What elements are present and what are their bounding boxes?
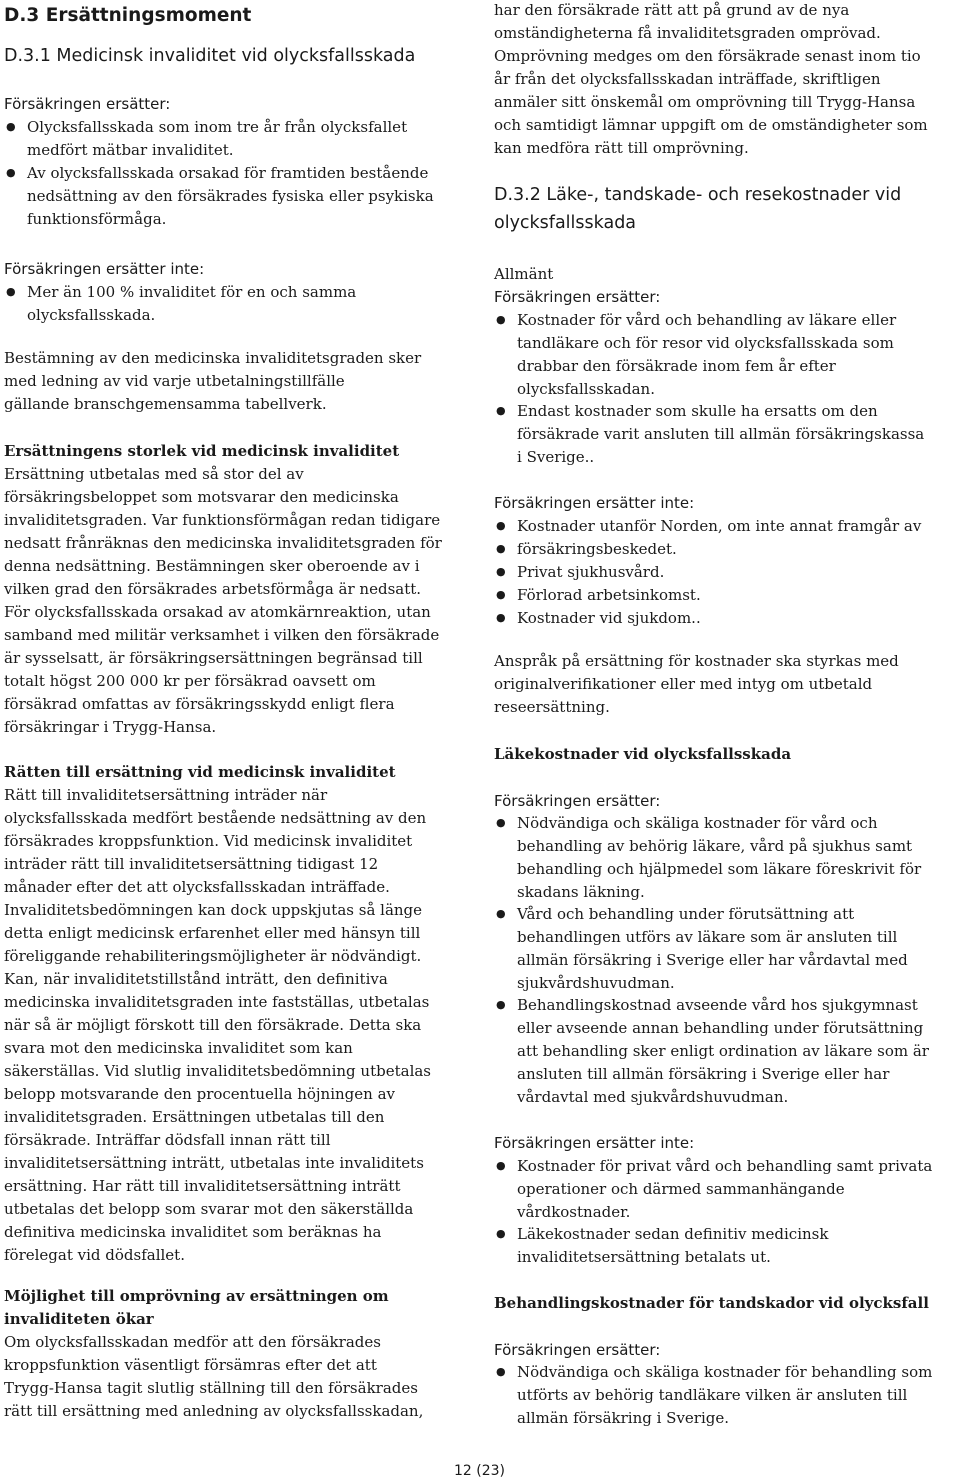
paragraph-line: invaliditetsgraden. Var funktionsförmågan redan tidigare [4, 511, 441, 529]
bullet-text-line: nedsättning av den försäkrades fysiska eller psykiska [27, 187, 434, 205]
paragraph-line: månader efter det att olycksfallsskadan inträffade. [4, 878, 390, 896]
bullet-dot-icon: ● [496, 1365, 506, 1378]
paragraph-line: gällande branschgemensamma tabellverk. [4, 395, 327, 413]
paragraph-line: inträder rätt till invaliditetsersättning tidigast 12 [4, 855, 379, 873]
bullet-text-line: skadans läkning. [517, 883, 645, 901]
paragraph-line: Ersättning utbetalas med så stor del av [4, 465, 304, 483]
bullet-text-line: funktionsförmåga. [27, 210, 167, 228]
heading-line: D.3.2 Läke-, tandskade- och resekostnader vid [494, 185, 902, 205]
paragraph-line: föreliggande rehabiliteringsmöjligheter är nödvändigt. [4, 947, 422, 965]
paragraph-line: år från det olycksfallsskadan inträffade, skriftligen [494, 70, 881, 88]
paragraph-line: utbetalas det belopp som svarar mot den säkerställda [4, 1200, 414, 1218]
bullet-text-line: allmän försäkring i Sverige eller har vårdavtal med [517, 951, 908, 969]
bullet-dot-icon: ● [6, 120, 16, 133]
paragraph-line: Om olycksfallsskadan medför att den försäkrades [4, 1333, 381, 1351]
paragraph-line: belopp motsvarande den procentuella höjningen av [4, 1085, 396, 1103]
paragraph-line: svara mot den medicinska invaliditet som kan [4, 1039, 353, 1057]
paragraph-line: denna nedsättning. Bestämningen sker oberoende av i [4, 557, 420, 575]
paragraph-line: är sysselsatt, är försäkringsersättningen begränsad till [4, 649, 423, 667]
bullet-text-line: sjukvårdshuvudman. [517, 974, 675, 992]
bullet-text-line: Vård och behandling under förutsättning att [517, 905, 855, 923]
paragraph-line: detta enligt medicinsk erfarenhet eller med hänsyn till [4, 924, 421, 942]
paragraph-line: kan medföra rätt till omprövning. [494, 139, 749, 157]
paragraph-line: säkerställas. Vid slutlig invaliditetsbedömning utbetalas [4, 1062, 432, 1080]
paragraph-line: definitiva medicinska invaliditet som beräknas ha [4, 1223, 382, 1241]
coverage-label: Försäkringen ersätter: [494, 792, 661, 810]
paragraph-line: förelegat vid dödsfallet. [4, 1246, 185, 1264]
bullet-text-line: försäkringsbeskedet. [517, 540, 677, 558]
heading-line: olycksfallsskada [494, 213, 637, 233]
paragraph-line: har den försäkrade rätt att på grund av de nya [494, 1, 850, 19]
paragraph-line: när så är möjligt förskott till den försäkrade. Detta ska [4, 1016, 422, 1034]
bullet-text-line: Nödvändiga och skäliga kostnader för behandling som [517, 1363, 933, 1381]
bullet-text-line: Förlorad arbetsinkomst. [517, 586, 701, 604]
coverage-label: Försäkringen ersätter inte: [494, 494, 695, 512]
bullet-text-line: behandlingen utförs av läkare som är ansluten till [517, 928, 898, 946]
paragraph-line: vilken grad den försäkrades arbetsförmåga är nedsatt. [4, 580, 422, 598]
coverage-label: Försäkringen ersätter inte: [494, 1134, 695, 1152]
bullet-text-line: försäkrade varit ansluten till allmän försäkringskassa [517, 425, 925, 443]
bullet-text-line: i Sverige.. [517, 448, 595, 466]
bullet-text-line: behandling av behörig läkare, vård på sjukhus samt [517, 837, 913, 855]
bullet-dot-icon: ● [496, 542, 506, 555]
bullet-text-line: medfört mätbar invaliditet. [27, 141, 234, 159]
paragraph-line: olycksfallsskada medfört bestående nedsättning av den [4, 809, 427, 827]
paragraph-line: invaliditetsgraden. Ersättningen utbetalas till den [4, 1108, 385, 1126]
bullet-dot-icon: ● [496, 565, 506, 578]
bullet-dot-icon: ● [496, 588, 506, 601]
coverage-label: Försäkringen ersätter inte: [4, 260, 205, 278]
paragraph-line: Omprövning medges om den försäkrade senast inom tio [494, 47, 921, 65]
bullet-text-line: Kostnader vid sjukdom.. [517, 609, 701, 627]
bullet-dot-icon: ● [496, 907, 506, 920]
paragraph-line: försäkringsbeloppet som motsvarar den medicinska [4, 488, 399, 506]
page-number: 12 (23) [454, 1463, 506, 1479]
bullet-text-line: eller avseende annan behandling under förutsättning [517, 1019, 924, 1037]
bullet-text-line: Kostnader för vård och behandling av läkare eller [517, 311, 897, 329]
bullet-text-line: allmän försäkring i Sverige. [517, 1409, 730, 1427]
paragraph-line: medicinska invaliditetsgraden inte fastställas, utbetalas [4, 993, 430, 1011]
bullet-text-line: drabbar den försäkrade inom fem år efter [517, 357, 836, 375]
coverage-label: Försäkringen ersätter: [4, 95, 171, 113]
paragraph-line: ersättning. Har rätt till invaliditetsersättning inträtt [4, 1177, 401, 1195]
paragraph-line: originalverifikationer eller med intyg om utbetald [494, 675, 873, 693]
paragraph-line: För olycksfallsskada orsakad av atomkärnreaktion, utan [4, 603, 431, 621]
bullet-text-line: Behandlingskostnad avseende vård hos sjukgymnast [517, 996, 918, 1014]
bullet-dot-icon: ● [496, 519, 506, 532]
bold-heading: Ersättningens storlek vid medicinsk invaliditet [4, 442, 400, 460]
paragraph-line: Allmänt [494, 265, 554, 283]
bullet-dot-icon: ● [6, 166, 16, 179]
bullet-text-line: behandling och hjälpmedel som läkare föreskrivit för [517, 860, 922, 878]
paragraph-line: försäkrad omfattas av försäkringsskydd enligt flera [4, 695, 395, 713]
bullet-text-line: Läkekostnader sedan definitiv medicinsk [517, 1225, 829, 1243]
coverage-label: Försäkringen ersätter: [494, 288, 661, 306]
paragraph-line: kroppsfunktion väsentligt försämras efter det att [4, 1356, 377, 1374]
bullet-dot-icon: ● [496, 611, 506, 624]
paragraph-line: Trygg-Hansa tagit slutlig ställning till den försäkrades [4, 1379, 418, 1397]
bullet-text-line: operationer och därmed sammanhängande [517, 1180, 845, 1198]
bullet-text-line: Mer än 100 % invaliditet för en och samma [27, 283, 357, 301]
bold-heading: Behandlingskostnader för tandskador vid olycksfall [494, 1294, 929, 1312]
bullet-dot-icon: ● [496, 1227, 506, 1240]
bullet-text-line: Kostnader utanför Norden, om inte annat framgår av [517, 517, 922, 535]
paragraph-line: samband med militär verksamhet i vilken den försäkrade [4, 626, 440, 644]
bullet-text-line: att behandling sker enligt ordination av läkare som är [517, 1042, 929, 1060]
paragraph-line: försäkrades kroppsfunktion. Vid medicinsk invaliditet [4, 832, 413, 850]
bullet-text-line: Olycksfallsskada som inom tre år från olycksfallet [27, 118, 408, 136]
bullet-text-line: vårdavtal med sjukvårdshuvudman. [517, 1088, 789, 1106]
coverage-label: Försäkringen ersätter: [494, 1341, 661, 1359]
bullet-dot-icon: ● [496, 1159, 506, 1172]
bullet-text-line: invaliditetsersättning betalats ut. [517, 1248, 771, 1266]
paragraph-line: totalt högst 200 000 kr per försäkrad oavsett om [4, 672, 376, 690]
bold-heading: Läkekostnader vid olycksfallsskada [494, 745, 792, 763]
subsection-heading: D.3.1 Medicinsk invaliditet vid olycksfallsskada [4, 46, 416, 66]
paragraph-line: och samtidigt lämnar uppgift om de omständigheter som [494, 116, 928, 134]
bullet-dot-icon: ● [496, 313, 506, 326]
bullet-text-line: utförts av behörig tandläkare vilken är ansluten till [517, 1386, 908, 1404]
paragraph-line: Invaliditetsbedömningen kan dock uppskjutas så länge [4, 901, 423, 919]
bullet-text-line: olycksfallsskadan. [517, 380, 655, 398]
bullet-text-line: ansluten till allmän försäkring i Sverige eller har [517, 1065, 890, 1083]
paragraph-line: Kan, när invaliditetstillstånd inträtt, den definitiva [4, 970, 388, 988]
heading-line: Möjlighet till omprövning av ersättningen om [4, 1287, 389, 1305]
bullet-text-line: vårdkostnader. [517, 1203, 631, 1221]
paragraph-line: Bestämning av den medicinska invaliditetsgraden sker [4, 349, 422, 367]
bullet-text-line: Endast kostnader som skulle ha ersatts om den [517, 402, 878, 420]
paragraph-line: med ledning av vid varje utbetalningstillfälle [4, 372, 345, 390]
paragraph-line: reseersättning. [494, 698, 610, 716]
heading-line: invaliditeten ökar [4, 1310, 154, 1328]
paragraph-line: omständigheterna få invaliditetsgraden omprövad. [494, 24, 881, 42]
paragraph-line: Anspråk på ersättning för kostnader ska styrkas med [494, 652, 899, 670]
paragraph-line: rätt till ersättning med anledning av olycksfallsskadan, [4, 1402, 424, 1420]
bullet-text-line: tandläkare och för resor vid olycksfallsskada som [517, 334, 894, 352]
bold-heading: Rätten till ersättning vid medicinsk invaliditet [4, 763, 396, 781]
bullet-dot-icon: ● [6, 285, 16, 298]
bullet-dot-icon: ● [496, 404, 506, 417]
paragraph-line: försäkringar i Trygg-Hansa. [4, 718, 217, 736]
paragraph-line: invaliditetsersättning inträtt, utbetalas inte invaliditets [4, 1154, 424, 1172]
bullet-text-line: Av olycksfallsskada orsakad för framtiden bestående [27, 164, 429, 182]
bullet-dot-icon: ● [496, 816, 506, 829]
bullet-dot-icon: ● [496, 998, 506, 1011]
bullet-text-line: Nödvändiga och skäliga kostnader för vård och [517, 814, 878, 832]
bullet-text-line: olycksfallsskada. [27, 306, 156, 324]
paragraph-line: Rätt till invaliditetsersättning inträder när [4, 786, 328, 804]
paragraph-line: försäkrade. Inträffar dödsfall innan rätt till [4, 1131, 331, 1149]
bullet-text-line: Privat sjukhusvård. [517, 563, 665, 581]
section-heading: D.3 Ersättningsmoment [4, 5, 252, 26]
bullet-text-line: Kostnader för privat vård och behandling samt privata [517, 1157, 933, 1175]
paragraph-line: nedsatt frånräknas den medicinska invaliditetsgraden för [4, 534, 442, 552]
paragraph-line: anmäler sitt önskemål om omprövning till Trygg-Hansa [494, 93, 916, 111]
